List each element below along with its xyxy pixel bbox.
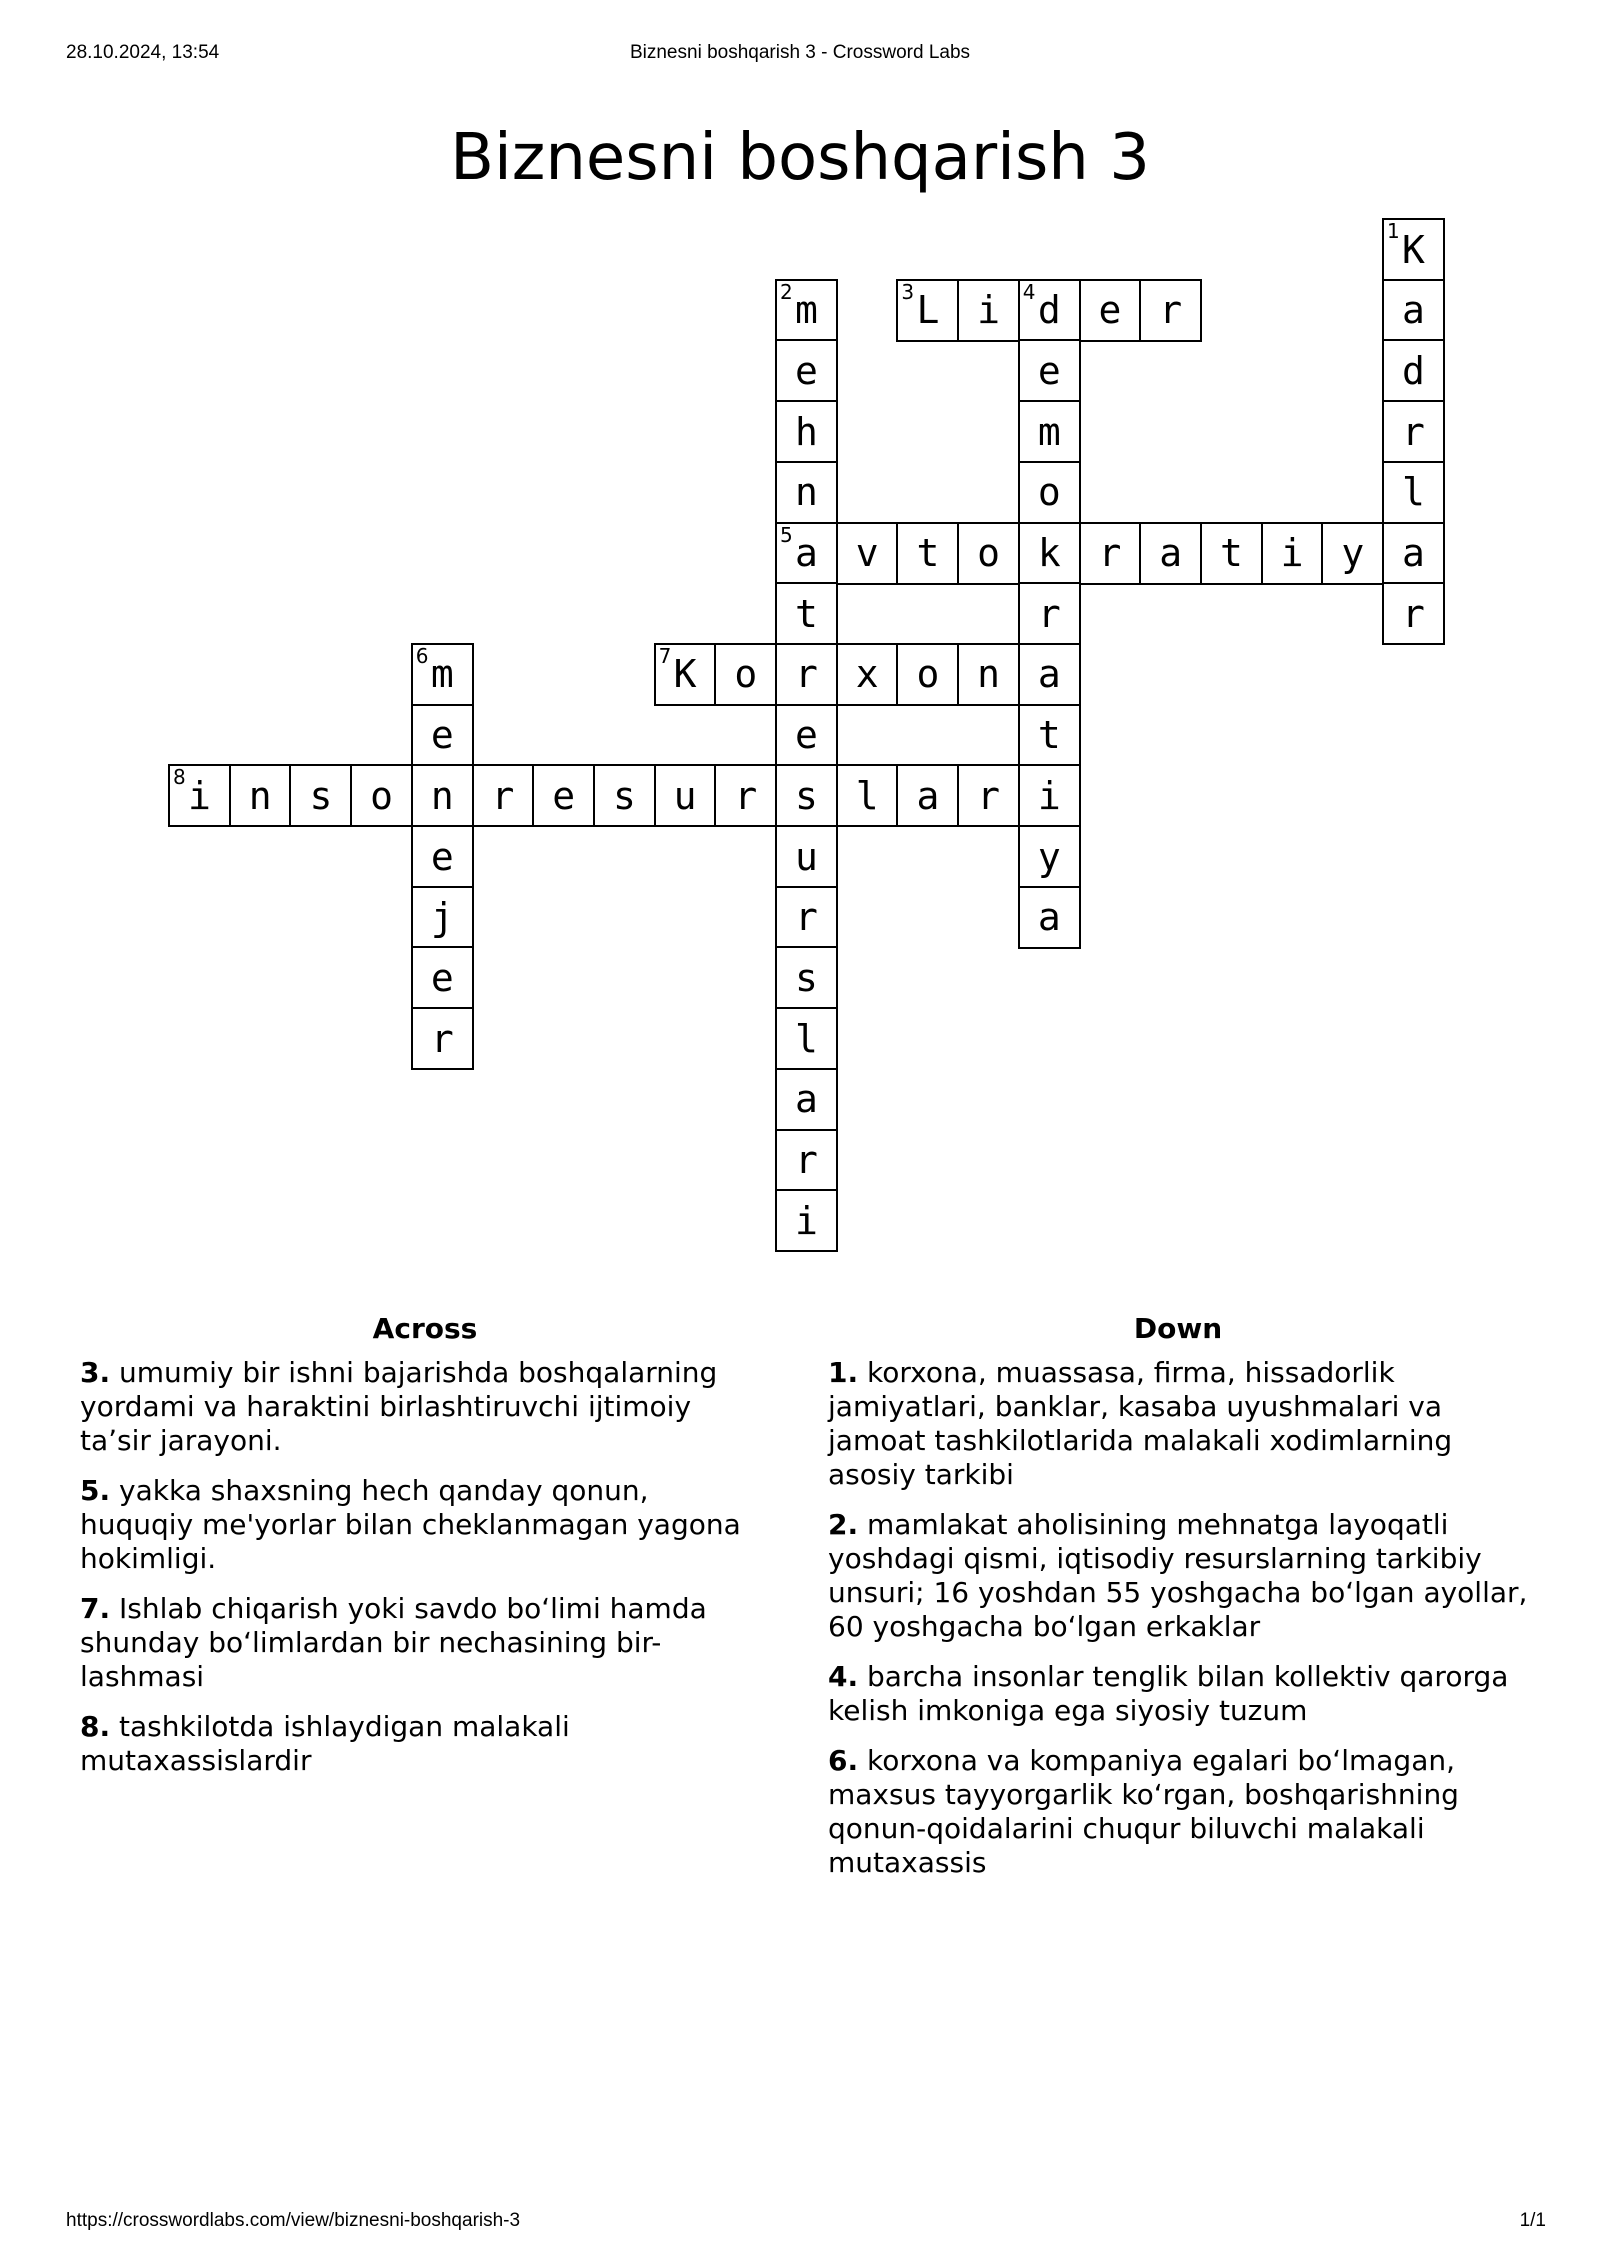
- grid-cell[interactable]: [1382, 582, 1445, 645]
- cell-letter: s: [612, 773, 636, 818]
- cell-letter: u: [795, 834, 818, 879]
- cell-letter: t: [1037, 713, 1061, 758]
- grid-cell[interactable]: [1018, 339, 1081, 402]
- clue-text: korxona va kompaniya egalari boʻlmagan, maxsus tayyorgarlik koʻrgan, boshqarishning qonun-qoidalarini chuqur biluvchi malakali mutaxassis: [828, 1744, 1459, 1879]
- cell-letter: y: [1341, 531, 1365, 575]
- cell-letter: i: [1280, 531, 1304, 575]
- grid-cell[interactable]: [1139, 522, 1202, 585]
- cell-letter: s: [309, 773, 333, 818]
- grid-cell[interactable]: [532, 764, 595, 827]
- cell-letter: i: [795, 1198, 818, 1243]
- clue-text: tashkilotda ishlaydigan malakali mutaxassislardir: [80, 1710, 570, 1777]
- cell-letter: o: [916, 652, 940, 697]
- grid-cell[interactable]: [957, 643, 1020, 706]
- cell-letter: e: [430, 955, 454, 1000]
- cell-letter: r: [1402, 409, 1425, 454]
- grid-cell[interactable]: [593, 764, 656, 827]
- cell-letter: x: [855, 652, 879, 697]
- grid-cell[interactable]: [411, 946, 474, 1009]
- cell-letter: e: [552, 773, 576, 818]
- cell-letter: u: [673, 773, 697, 818]
- clue-num: 5.: [80, 1474, 111, 1507]
- clue-text: mamlakat aholisining mehnatga layoqatli yoshdagi qismi, iqtisodiy resurslarning tarkibiy unsuri; 16 yoshdan 55 yoshgacha boʻlgan ayollar, 60 yoshgacha boʻlgan erkaklar: [828, 1508, 1528, 1643]
- grid-cell[interactable]: [775, 1189, 838, 1252]
- grid-cell[interactable]: [896, 522, 959, 585]
- across-clue: [80, 1474, 770, 1576]
- grid-cell[interactable]: [1018, 764, 1081, 827]
- cell-letter: K: [1402, 227, 1425, 272]
- clue-text: yakka shaxsning hech qanday qonun, huquqiy me'yorlar bilan cheklanmagan yagona hokimligi.: [80, 1474, 741, 1575]
- cell-letter: i: [188, 773, 211, 818]
- grid-cell[interactable]: [836, 764, 899, 827]
- cell-letter: r: [795, 652, 818, 697]
- down-clue: [828, 1356, 1528, 1492]
- grid-cell[interactable]: [1018, 643, 1081, 706]
- grid-cell[interactable]: [957, 279, 1020, 342]
- cell-letter: l: [855, 773, 879, 818]
- cell-letter: r: [1159, 288, 1183, 333]
- grid-cell[interactable]: [1382, 522, 1445, 585]
- cell-letter: d: [1037, 288, 1061, 333]
- print-date: 28.10.2024, 13:54: [66, 42, 220, 63]
- down-clue: [828, 1744, 1528, 1880]
- grid-cell[interactable]: [775, 643, 838, 706]
- grid-cell[interactable]: [1321, 522, 1384, 585]
- cell-letter: a: [795, 1077, 818, 1122]
- grid-cell[interactable]: [350, 764, 413, 827]
- clue-number: 3: [901, 279, 915, 304]
- grid-cell[interactable]: [775, 764, 838, 827]
- grid-cell[interactable]: [775, 522, 838, 585]
- grid-cell[interactable]: [896, 279, 959, 342]
- grid-cell[interactable]: [775, 400, 838, 463]
- clue-num: 4.: [828, 1660, 859, 1693]
- cell-letter: a: [795, 531, 818, 575]
- page-title: Biznesni boshqarish 3: [450, 120, 1150, 195]
- grid-cell[interactable]: [896, 643, 959, 706]
- clue-text: umumiy bir ishni bajarishda boshqalarning yordami va haraktini birlashtiruvchi ijtimoiy taʼsir jarayoni.: [80, 1356, 718, 1457]
- clue-number: 6: [415, 643, 429, 668]
- grid-cell[interactable]: [1382, 339, 1445, 402]
- cell-letter: K: [673, 652, 697, 697]
- clue-number: 7: [658, 643, 672, 668]
- cell-letter: o: [734, 652, 758, 697]
- clue-num: 3.: [80, 1356, 111, 1389]
- cell-letter: k: [1037, 531, 1061, 575]
- grid-cell[interactable]: [1139, 279, 1202, 342]
- across-clues: [80, 1312, 770, 1794]
- clue-text: barcha insonlar tenglik bilan kollektiv qarorga kelish imkoniga ega siyosiy tuzum: [828, 1660, 1509, 1727]
- grid-cell[interactable]: [957, 764, 1020, 827]
- grid-cell[interactable]: [1382, 461, 1445, 524]
- cell-letter: s: [795, 955, 818, 1000]
- grid-cell[interactable]: [775, 946, 838, 1009]
- grid-cell[interactable]: [654, 643, 717, 706]
- clue-number: 4: [1022, 279, 1036, 304]
- grid-cell[interactable]: [1018, 582, 1081, 645]
- clue-number: 2: [780, 279, 793, 304]
- clue-num: 7.: [80, 1592, 111, 1625]
- cell-letter: n: [430, 773, 454, 818]
- cell-letter: s: [795, 773, 818, 818]
- cell-letter: r: [1098, 531, 1122, 575]
- grid-cell[interactable]: [775, 279, 838, 342]
- grid-cell[interactable]: [836, 643, 899, 706]
- grid-cell[interactable]: [411, 643, 474, 706]
- across-clue: [80, 1356, 770, 1458]
- cell-letter: r: [734, 773, 758, 818]
- grid-cell[interactable]: [1382, 218, 1445, 281]
- cell-letter: e: [430, 834, 454, 879]
- grid-cell[interactable]: [1200, 522, 1263, 585]
- cell-letter: t: [1219, 531, 1243, 575]
- grid-cell[interactable]: [1018, 461, 1081, 524]
- cell-letter: r: [1037, 591, 1061, 636]
- grid-cell[interactable]: [1018, 400, 1081, 463]
- cell-letter: i: [1037, 773, 1061, 818]
- grid-cell[interactable]: [775, 1068, 838, 1131]
- grid-cell[interactable]: [775, 1007, 838, 1070]
- grid-cell[interactable]: [775, 461, 838, 524]
- cell-letter: a: [916, 773, 940, 818]
- grid-cell[interactable]: [714, 764, 777, 827]
- across-clue: [80, 1592, 770, 1694]
- cell-letter: L: [916, 288, 940, 333]
- grid-cell[interactable]: [1018, 825, 1081, 888]
- grid-cell[interactable]: [168, 764, 231, 827]
- cell-letter: e: [795, 713, 818, 758]
- grid-cell[interactable]: [411, 1007, 474, 1070]
- cell-letter: l: [1402, 470, 1425, 515]
- cell-letter: o: [370, 773, 394, 818]
- cell-letter: l: [795, 1016, 818, 1061]
- grid-cell[interactable]: [714, 643, 777, 706]
- cell-letter: m: [1037, 409, 1061, 454]
- print-page-title: Biznesni boshqarish 3 - Crossword Labs: [629, 42, 971, 63]
- grid-cell[interactable]: [896, 764, 959, 827]
- grid-cell[interactable]: [1079, 279, 1142, 342]
- cell-letter: t: [795, 591, 818, 636]
- clue-num: 6.: [828, 1744, 859, 1777]
- cell-letter: a: [1159, 531, 1183, 575]
- cell-letter: e: [795, 348, 818, 393]
- cell-letter: m: [795, 288, 818, 333]
- cell-letter: r: [795, 1138, 818, 1182]
- cell-letter: a: [1402, 531, 1425, 575]
- cell-letter: i: [977, 288, 1001, 333]
- grid-cell[interactable]: [1079, 522, 1142, 585]
- cell-letter: t: [916, 531, 940, 575]
- cell-letter: n: [795, 470, 818, 515]
- cell-letter: e: [430, 713, 454, 758]
- cell-letter: r: [491, 773, 515, 818]
- cell-letter: m: [430, 652, 454, 697]
- grid-cell[interactable]: [836, 522, 899, 585]
- grid-cell[interactable]: [411, 886, 474, 949]
- cell-letter: r: [977, 773, 1001, 818]
- cell-letter: r: [430, 1016, 454, 1061]
- clue-text: Ishlab chiqarish yoki savdo boʻlimi hamda shunday boʻlimlardan bir nechasining bir-lashmasi: [80, 1592, 707, 1693]
- cell-letter: n: [977, 652, 1001, 697]
- cell-letter: o: [1037, 470, 1061, 515]
- cell-letter: r: [1402, 591, 1425, 636]
- grid-cell[interactable]: [1382, 400, 1445, 463]
- across-heading: Across: [372, 1312, 478, 1345]
- clue-num: 8.: [80, 1710, 111, 1743]
- grid-cell[interactable]: [654, 764, 717, 827]
- clue-num: 2.: [828, 1508, 859, 1541]
- cell-letter: e: [1098, 288, 1122, 333]
- cell-letter: v: [855, 531, 879, 575]
- grid-cell[interactable]: [1018, 279, 1081, 342]
- grid-cell[interactable]: [472, 764, 535, 827]
- grid-cell[interactable]: [775, 886, 838, 949]
- down-heading: Down: [1133, 1312, 1223, 1345]
- cell-letter: h: [795, 409, 818, 454]
- cell-letter: y: [1037, 834, 1061, 879]
- grid-cell[interactable]: [229, 764, 292, 827]
- print-url: https://crosswordlabs.com/view/biznesni-boshqarish-3: [66, 2210, 521, 2231]
- grid-cell[interactable]: [1382, 279, 1445, 342]
- grid-cell[interactable]: [775, 1129, 838, 1192]
- grid-cell[interactable]: [775, 704, 838, 767]
- cell-letter: e: [1037, 348, 1061, 393]
- grid-cell[interactable]: [1018, 522, 1081, 585]
- across-clue: [80, 1710, 770, 1778]
- cell-letter: a: [1402, 288, 1425, 333]
- grid-cell[interactable]: [1261, 522, 1324, 585]
- cell-letter: r: [795, 895, 818, 940]
- grid-cell[interactable]: [411, 764, 474, 827]
- grid-cell[interactable]: [775, 825, 838, 888]
- clue-num: 1.: [828, 1356, 859, 1389]
- grid-cell[interactable]: [411, 704, 474, 767]
- down-clues: [828, 1312, 1528, 1896]
- cell-letter: j: [430, 895, 454, 940]
- cell-letter: a: [1037, 895, 1061, 940]
- grid-cell[interactable]: [289, 764, 352, 827]
- cell-letter: d: [1402, 348, 1425, 393]
- grid-cell[interactable]: [411, 825, 474, 888]
- grid-cell[interactable]: [1018, 704, 1081, 767]
- down-clue: [828, 1660, 1528, 1728]
- grid-cell[interactable]: [775, 582, 838, 645]
- grid-cell[interactable]: [775, 339, 838, 402]
- grid-cell[interactable]: [957, 522, 1020, 585]
- clue-number: 5: [780, 522, 793, 547]
- cell-letter: a: [1037, 652, 1061, 697]
- clue-text: korxona, muassasa, firma, hissadorlik jamiyatlari, banklar, kasaba uyushmalari va jamoat tashkilotlarida malakali xodimlarning asosiy tarkibi: [828, 1356, 1453, 1491]
- cell-letter: n: [248, 773, 272, 818]
- clue-number: 8: [173, 765, 186, 790]
- cell-letter: o: [977, 531, 1001, 575]
- clue-number: 1: [1387, 219, 1400, 243]
- grid-cell[interactable]: [1018, 886, 1081, 949]
- down-clue: [828, 1508, 1528, 1644]
- print-page-count: 1/1: [1519, 2210, 1546, 2231]
